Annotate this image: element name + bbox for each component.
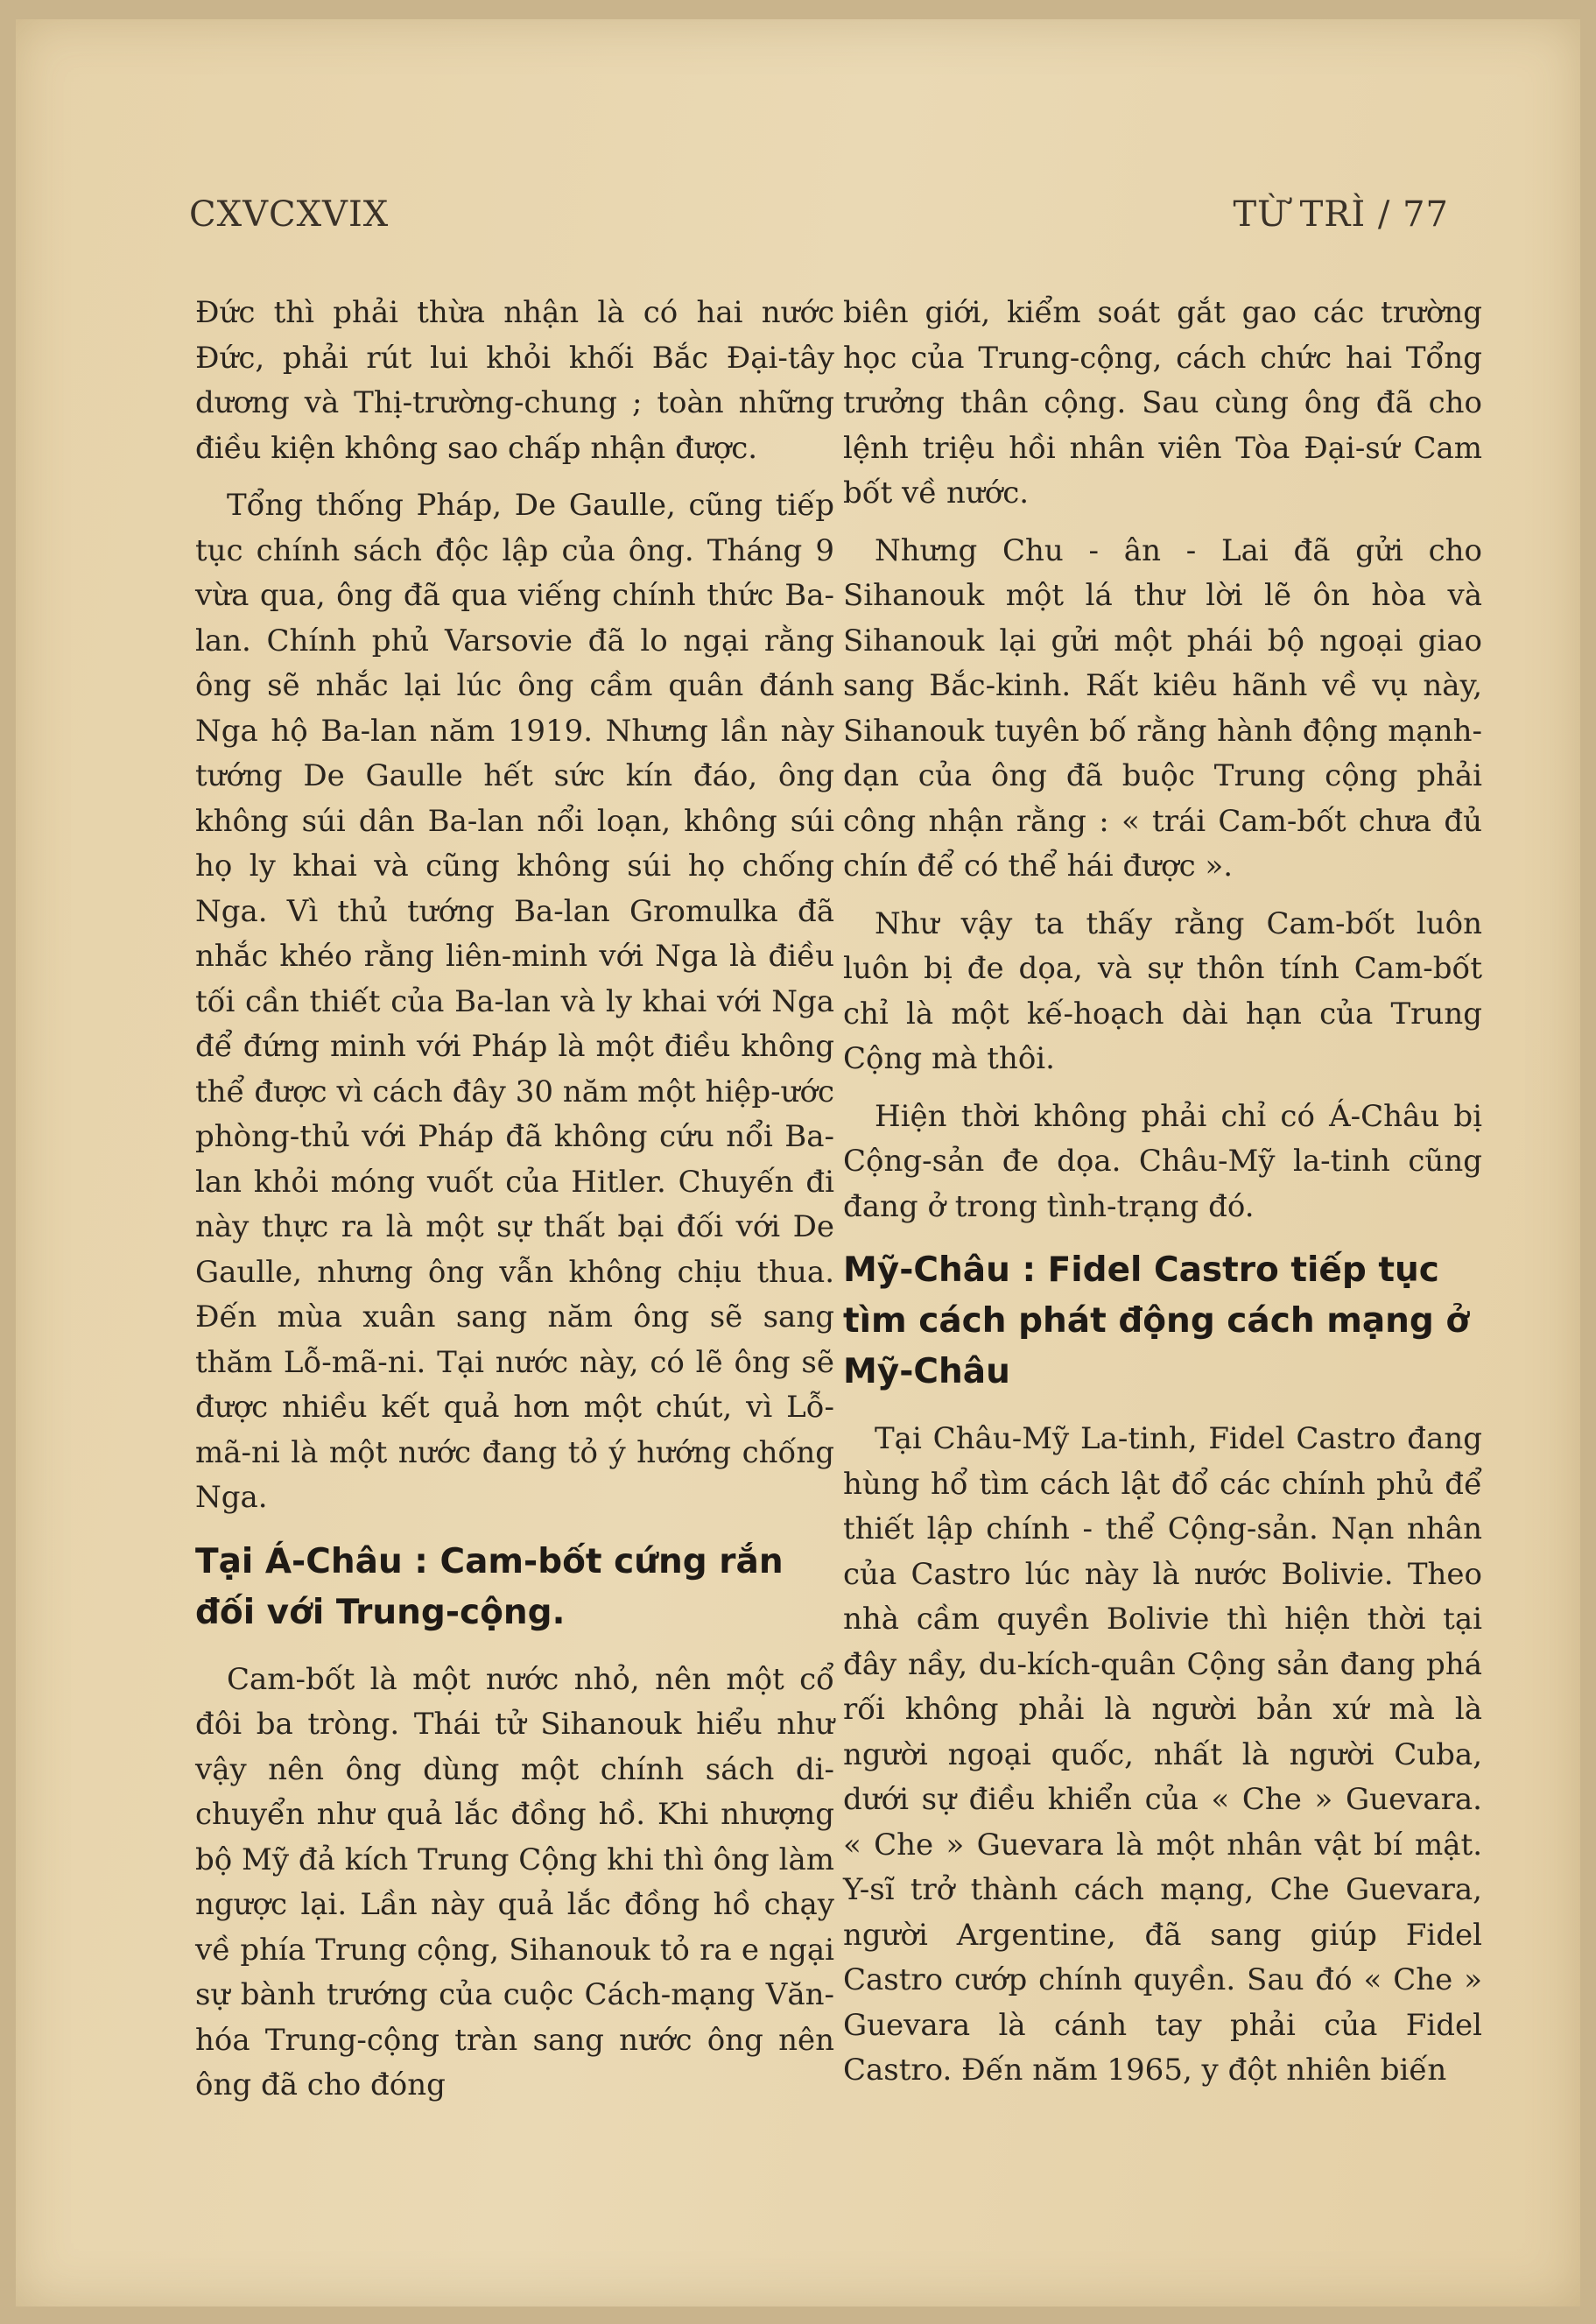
section-heading-line: Mỹ-Châu : Fidel Castro tiếp tục tìm cách phát động cách mạng ở xyxy=(843,1250,1470,1341)
paragraph: Hiện thời không phải chỉ có Á-Châu bị Cộng-sản đe dọa. Châu-Mỹ la-tinh cũng đang ở trong tình-trạng đó. xyxy=(843,1098,1482,1224)
running-head-right: TỪ TRÌ / 77 xyxy=(1233,194,1449,235)
paragraph: Như vậy ta thấy rằng Cam-bốt luôn luôn bị đe dọa, và sự thôn tính Cam-bốt chỉ là một kế-hoạch dài hạn của Trung Cộng mà thôi. xyxy=(843,905,1482,1076)
paragraph: Nhưng Chu - ân - Lai đã gửi cho Sihanouk một lá thư lời lẽ ôn hòa và Sihanouk lại gửi một phái bộ ngoại giao sang Bắc-kinh. Rất kiêu hãnh về vụ này, Sihanouk tuyên bố rằng hành động mạnh-dạn của ông đã buộc Trung cộng phải công nhận rằng : « trái Cam-bốt chưa đủ chín để có thể hái được ». xyxy=(843,532,1482,884)
left-column xyxy=(195,291,834,2121)
paragraph: Tại Châu-Mỹ La-tinh, Fidel Castro đang hùng hổ tìm cách lật đổ các chính phủ để thiết lập chính - thể Cộng-sản. Nạn nhân của Castro lúc này là nước Bolivie. Theo nhà cầm quyền Bolivie thì hiện thời tại đây nầy, du-kích-quân Cộng sản đang phá rối không phải là người bản xứ mà là người ngoại quốc, nhất là người Cuba, dưới sự điều khiển của « Che » Guevara. « Che » Guevara là một nhân vật bí mật. Y-sĩ trở thành cách mạng, Che Guevara, người Argentine, đã sang giúp Fidel Castro cướp chính quyền. Sau đó « Che » Guevara là cánh tay phải của Fidel Castro. Đến năm 1965, y đột nhiên biến xyxy=(843,1421,1482,2088)
right-column xyxy=(843,291,1482,2106)
section-heading: Tại Á-Châu : Cam-bốt cứng rắn đối với Trung-cộng. xyxy=(195,1541,784,1632)
paragraph: biên giới, kiểm soát gắt gao các trường học của Trung-cộng, cách chức hai Tổng trưởng thân cộng. Sau cùng ông đã cho lệnh triệu hồi nhân viên Tòa Đại-sứ Cam bốt về nước. xyxy=(843,295,1482,511)
paragraph: Đức thì phải thừa nhận là có hai nước Đức, phải rút lui khỏi khối Bắc Đại-tây dương và Thị-trường-chung ; toàn những điều kiện không sao chấp nhận được. xyxy=(195,295,834,466)
book-page xyxy=(16,19,1580,2306)
section-heading-line: Mỹ-Châu xyxy=(843,1352,1010,1391)
running-head-left: CXVCXVIX xyxy=(189,194,390,235)
section-heading xyxy=(843,1245,1482,1398)
paragraph: Cam-bốt là một nước nhỏ, nên một cổ đôi ba tròng. Thái tử Sihanouk hiểu như vậy nên ông dùng một chính sách di-chuyển như quả lắc đồng hồ. Khi nhượng bộ Mỹ đả kích Trung Cộng khi thì ông làm ngược lại. Lần này quả lắc đồng hồ chạy về phía Trung cộng, Sihanouk tỏ ra e ngại sự bành trướng của cuộc Cách-mạng Văn-hóa Trung-cộng tràn sang nước ông nên ông đã cho đóng xyxy=(195,1661,834,2102)
paragraph: Tổng thống Pháp, De Gaulle, cũng tiếp tục chính sách độc lập của ông. Tháng 9 vừa qua, ông đã qua viếng chính thức Ba-lan. Chính phủ Varsovie đã lo ngại rằng ông sẽ nhắc lại lúc ông cầm quân đánh Nga hộ Ba-lan năm 1919. Nhưng lần này tướng De Gaulle hết sức kín đáo, ông không súi dân Ba-lan nổi loạn, không súi họ ly khai và cũng không súi họ chống Nga. Vì thủ tướng Ba-lan Gromulka đã nhắc khéo rằng liên-minh với Nga là điều tối cần thiết của Ba-lan và ly khai với Nga để đứng minh với Pháp là một điều không thể được vì cách đây 30 năm một hiệp-ước phòng-thủ với Pháp đã không cứu nổi Ba-lan khỏi móng vuốt của Hitler. Chuyến đi này thực ra là một sự thất bại đối với De Gaulle, nhưng ông vẫn không chịu thua. Đến mùa xuân sang năm ông sẽ sang thăm Lỗ-mã-ni. Tại nước này, có lẽ ông sẽ được nhiều kết quả hơn một chút, vì Lỗ-mã-ni là một nước đang tỏ ý hướng chống Nga. xyxy=(195,488,834,1515)
